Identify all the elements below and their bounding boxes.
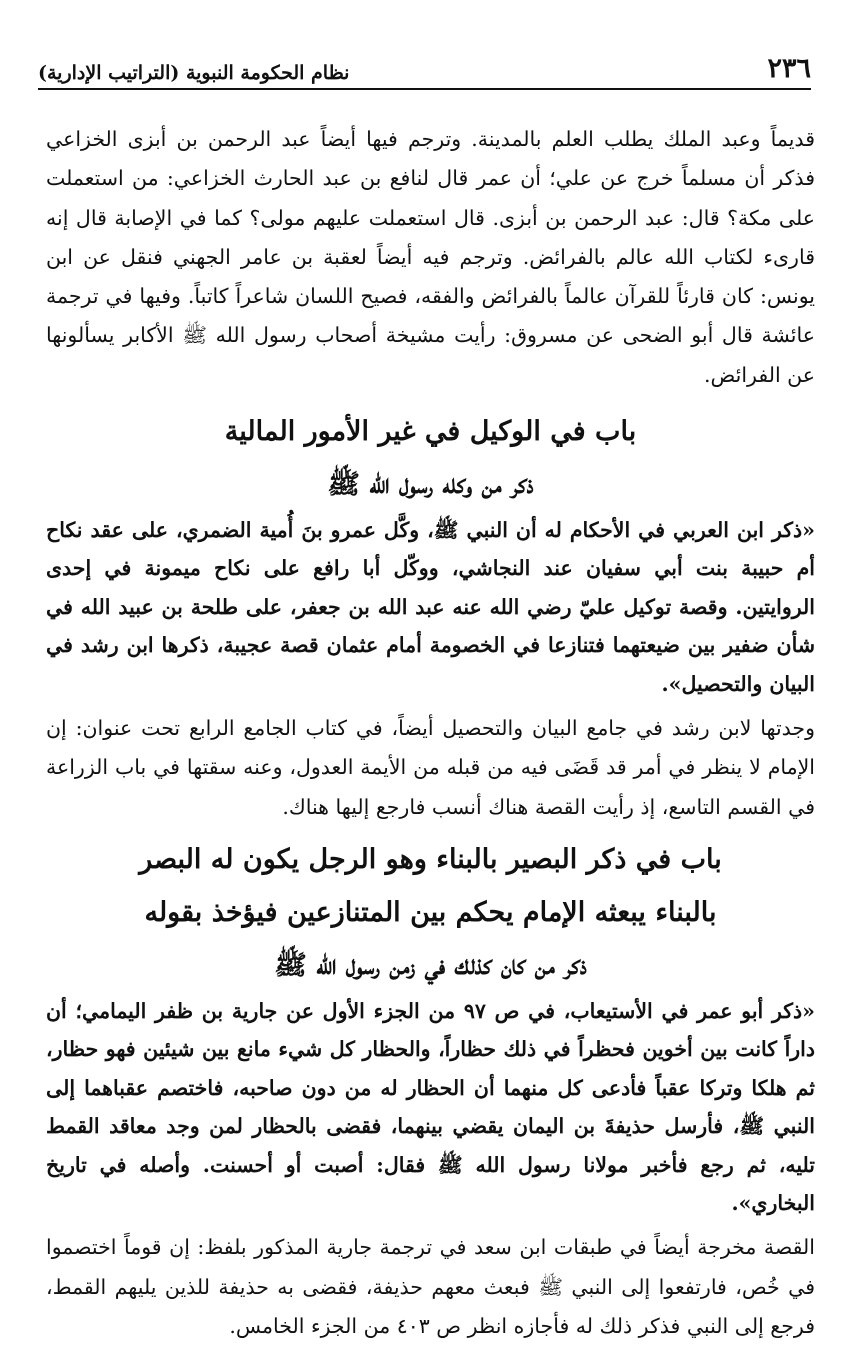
section-heading-continued: بالبناء يبعثه الإمام يحكم بين المتنازعين فيؤخذ بقوله [144, 897, 717, 928]
page-header [38, 48, 811, 90]
page-body [46, 120, 815, 1346]
page-number: ٢٣٦ [767, 53, 811, 84]
body-paragraph: قديماً وعبد الملك يطلب العلم بالمدينة. وترجم فيها أيضاً عبد الرحمن بن أبزى الخزاعي فذكر أن مسلماً خرج عن علي؛ أن عمر قال لنافع بن عبد الحارث الخزاعي: من استعملت على مكة؟ قال: عبد الرحمن بن أبزى. قال استعملت عليهم مولى؟ كما في الإصابة قال إنه قارىء لكتاب الله عالم بالفرائض. وترجم فيه أيضاً لعقبة بن عامر الجهني فنقل عن ابن يونس: كان قارئاً للقرآن عالماً بالفرائض والفقه، فصيح اللسان شاعراً كاتباً. وفيها في ترجمة عائشة قال أبو الضحى عن مسروق: رأيت مشيخة أصحاب رسول الله ﷺ الأكابر يسألونها عن الفرائض. [46, 127, 815, 387]
section-heading: باب في الوكيل في غير الأمور المالية [224, 416, 637, 448]
section-subheading: ذكر من كان كذلك في زمن رسول الله ﷺ [274, 950, 587, 981]
running-title: نظام الحكومة النبوية (التراتيب الإدارية) [38, 62, 350, 84]
section-heading: باب في ذكر البصير بالبناء وهو الرجل يكون له البصر [139, 844, 722, 875]
quoted-paragraph: «ذكر أبو عمر في الأستيعاب، في ص ٩٧ من الجزء الأول عن جارية بن ظفر اليمامي؛ أن داراً كانت بين أخوين فحظراً في ذلك حظاراً، والحظار كل شيء مانع بين شيئين فهو حظار، ثم هلكا وتركا عقباً فأدعى كل منهما أن الحظار له من دون صاحبه، فاختصم عقباهما إلى النبي ﷺ، فأرسل حذيفةَ بن اليمان يقضي بينهما، فقضى بالحظار لمن وجد معاقد القمط تليه، ثم رجع فأخبر مولانا رسول الله ﷺ فقال: أصبت أو أحسنت. وأصله في تاريخ البخاري». [46, 999, 815, 1216]
body-paragraph: وجدتها لابن رشد في جامع البيان والتحصيل أيضاً، في كتاب الجامع الرابع تحت عنوان: إن الإمام لا ينظر في أمر قد قَضَى فيه من قبله من الأيمة العدول، وعنه سقتها في باب الزراعة في القسم التاسع، إذ رأيت القصة هناك أنسب فارجع إليها هناك. [46, 716, 815, 819]
quoted-paragraph: «ذكر ابن العربي في الأحكام له أن النبي ﷺ، وكَّل عمرو بنَ أُمية الضمري، على عقد نكاح أم حبيبة بنت أبي سفيان عند النجاشي، ووكّل أبا رافع على نكاح ميمونة في إحدى الروايتين. وقصة توكيل عليّ رضي الله عنه عبد الله بن جعفر، على طلحة بن عبيد الله في شأن ضفير بين ضيعتهما فتنازعا في الخصومة أمام عثمان قصة عجيبة، ذكرها ابن رشد في البيان والتحصيل». [46, 518, 815, 696]
body-paragraph: القصة مخرجة أيضاً في طبقات ابن سعد في ترجمة جارية المذكور بلفظ: إن قوماً اختصموا في خُص، فارتفعوا إلى النبي ﷺ فبعث معهم حذيفة، فقضى به حذيفة للذين يليهم القمط، فرجع إلى النبي فذكر ذلك له فأجازه انظر ص ٤٠٣ من الجزء الخامس. [46, 1235, 815, 1339]
section-subheading: ذكر من وكله رسول الله ﷺ [327, 469, 534, 501]
